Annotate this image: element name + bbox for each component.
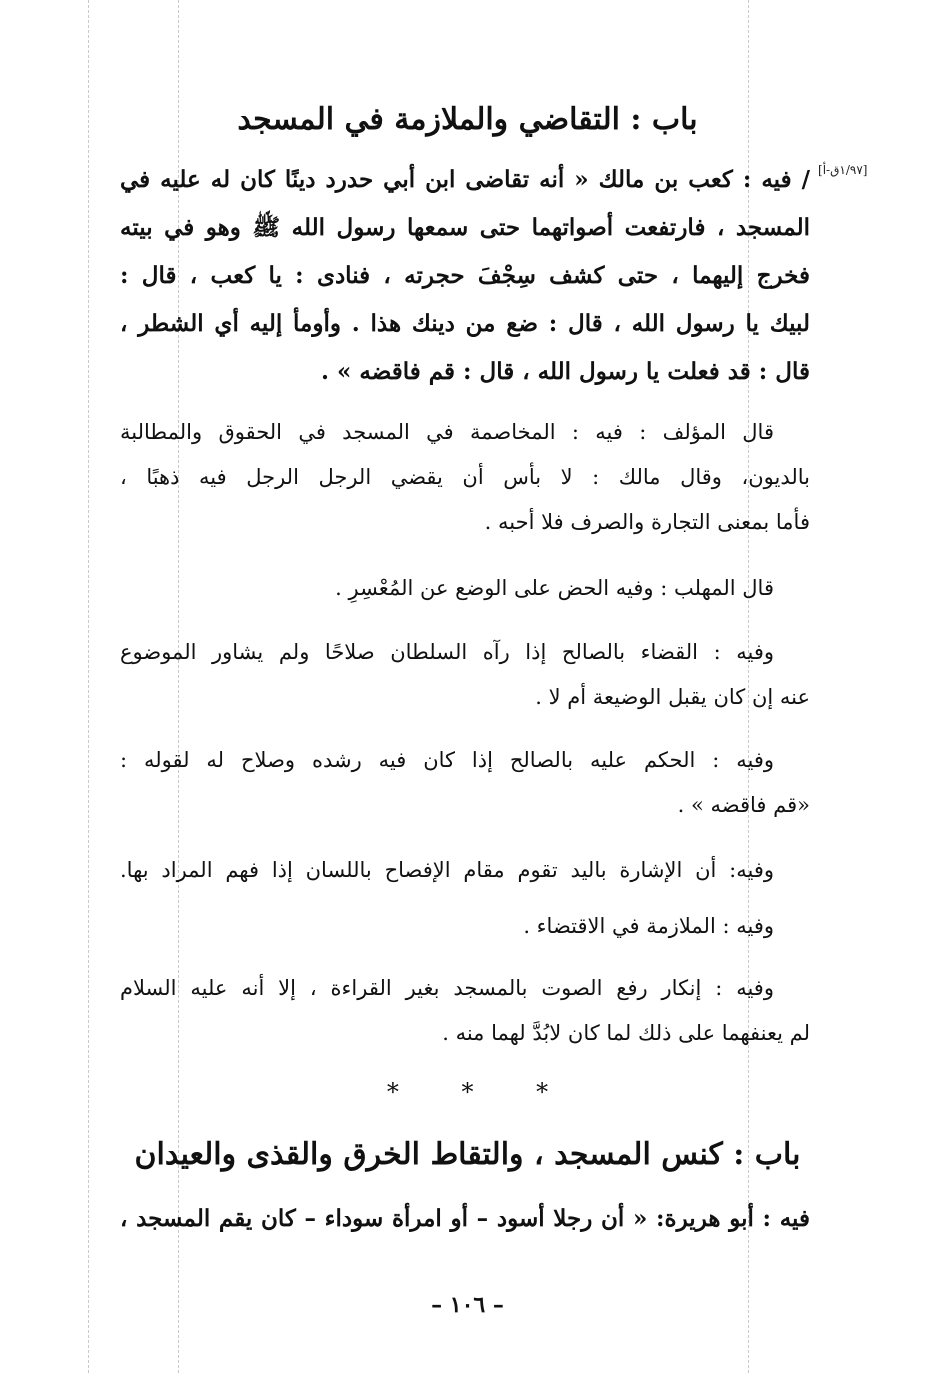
hadith-line: فخرج إليهما ، حتى كشف سِجْفَ حجرته ، فنادى : يا كعب ، قال : — [120, 262, 810, 289]
paragraph-line: قال المهلب : وفيه الحض على الوضع عن المُعْسِرِ . — [335, 576, 774, 600]
paragraph-line: وفيه : الحكم عليه بالصالح إذا كان فيه رشده وصلاح له لقوله : — [120, 748, 774, 772]
chapter-title: باب : التقاضي والملازمة في المسجد — [237, 102, 698, 137]
hadith-line: فيه : أبو هريرة: « أن رجلا أسود – أو امرأة سوداء – كان يقم المسجد ، — [120, 1205, 810, 1232]
commentary-paragraph — [120, 904, 810, 949]
hadith-line: المسجد ، فارتفعت أصواتهما حتى سمعها رسول الله ﷺ وهو في بيته — [120, 214, 810, 241]
page-number: – ١٠٦ – — [431, 1292, 504, 1318]
commentary-paragraph — [120, 630, 810, 720]
paragraph-line: عنه إن كان يقبل الوضيعة أم لا . — [535, 685, 810, 709]
commentary-paragraph — [120, 566, 810, 611]
hadith-line: لبيك يا رسول الله ، قال : ضع من دينك هذا . وأومأ إليه أي الشطر ، — [120, 310, 810, 337]
paragraph-line: قال المؤلف : فيه : المخاصمة في المسجد في الحقوق والمطالبة — [120, 420, 774, 444]
chapter-title: باب : كنس المسجد ، والتقاط الخرق والقذى والعيدان — [134, 1137, 801, 1172]
paragraph-line: وفيه: أن الإشارة باليد تقوم مقام الإفصاح باللسان إذا فهم المراد بها. — [120, 858, 774, 882]
paragraph-line: لم يعنفهما على ذلك لما كان لابُدَّ لهما منه . — [442, 1021, 810, 1045]
paragraph-line: وفيه : الملازمة في الاقتضاء . — [523, 914, 774, 938]
hadith-line: قال : قد فعلت يا رسول الله ، قال : قم فاقضه » . — [321, 358, 810, 385]
paragraph-line: فأما بمعنى التجارة والصرف فلا أحبه . — [484, 510, 810, 534]
commentary-paragraph — [120, 738, 810, 828]
paragraph-line: «قم فاقضه » . — [677, 793, 810, 817]
commentary-paragraph — [120, 848, 810, 893]
paragraph-line: وفيه : إنكار رفع الصوت بالمسجد بغير القراءة ، إلا أنه عليه السلام — [120, 976, 774, 1000]
commentary-paragraph — [120, 410, 810, 545]
paragraph-line: بالديون، وقال مالك : لا بأس أن يقضي الرجل الرجل فيه ذهبًا ، — [120, 465, 810, 489]
commentary-paragraph — [120, 966, 810, 1056]
hadith-text — [120, 1195, 810, 1243]
hadith-text — [120, 156, 810, 396]
manuscript-reference: [١/٩٧ق-أ] — [818, 163, 868, 177]
section-separator: * * * — [386, 1078, 549, 1106]
paragraph-line: وفيه : القضاء بالصالح إذا رآه السلطان صلاحًا ولم يشاور الموضوع — [120, 640, 774, 664]
hadith-line: / فيه : كعب بن مالك « أنه تقاضى ابن أبي حدرد دينًا كان له عليه في — [120, 166, 810, 193]
